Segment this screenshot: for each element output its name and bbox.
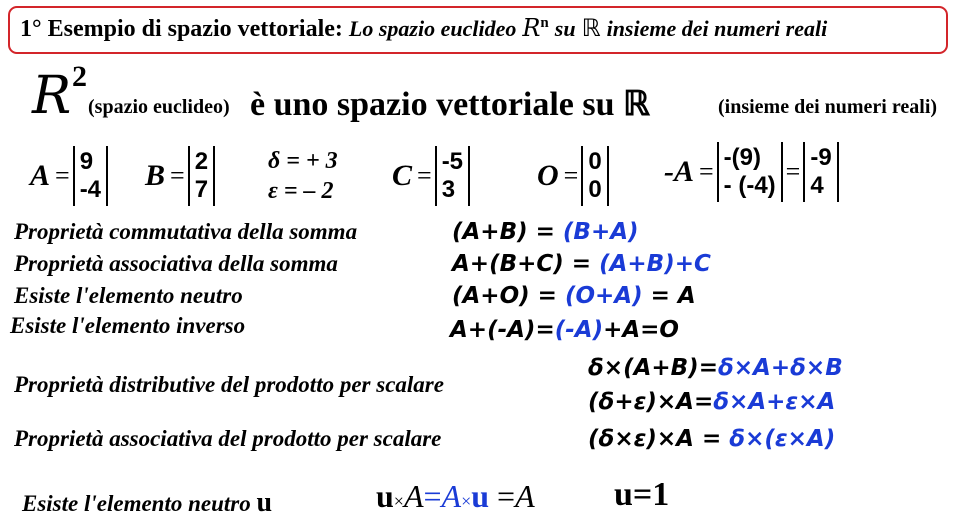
prop-neutro: Esiste l'elemento neutro <box>14 283 243 308</box>
vector-c: C = -5 3 <box>392 146 470 206</box>
prop-assoc-scalare: Proprietà associativa del prodotto per scalare <box>14 426 442 451</box>
eq-distributive-1: δ×(A+B)=δ×A+δ×B <box>588 355 843 381</box>
eq-associativa: A+(B+C) = (A+B)+C <box>452 251 711 277</box>
eq-commutativa: (A+B) = (B+A) <box>452 219 639 245</box>
heading-main: è uno spazio vettoriale su ℝ <box>250 86 650 123</box>
prop-commutativa: Proprietà commutativa della somma <box>14 219 358 244</box>
r2-exponent: 2 <box>72 60 87 93</box>
prop-inverso: Esiste l'elemento inverso <box>10 313 246 338</box>
page-title: 1° Esempio di spazio vettoriale: Lo spazio euclideo $R^n$ su ℝ insieme dei numeri reali <box>20 14 828 42</box>
prop-distributive: Proprietà distributive del prodotto per scalare <box>14 372 444 397</box>
scalar-epsilon: ε = – 2 <box>268 178 334 204</box>
vector-o: O = 0 0 <box>537 146 609 206</box>
eq-u-equals-1: u=1 <box>614 476 670 513</box>
eq-distributive-2: (δ+ε)×A=δ×A+ε×A <box>588 389 836 415</box>
r2-symbol: R <box>32 66 72 126</box>
prop-associativa: Proprietà associativa della somma <box>14 251 338 276</box>
heading-paren-reali: (insieme dei numeri reali) <box>718 96 938 118</box>
prop-neutro-u: Esiste l'elemento neutro u <box>22 487 273 518</box>
eq-inverso: A+(-A)=(-A)+A=O <box>450 317 679 343</box>
eq-neutro-u: u×A=A×u =A <box>376 478 535 514</box>
vector-a: A = 9 -4 <box>30 146 108 206</box>
scalar-delta: δ = + 3 <box>268 148 338 174</box>
heading-paren-euclideo: (spazio euclideo) <box>88 96 230 118</box>
vector-neg-a: -A = -(9) - (-4) = -9 4 <box>664 142 839 202</box>
eq-neutro: (A+O) = (O+A) = A <box>452 283 696 309</box>
eq-assoc-scalare: (δ×ε)×A = δ×(ε×A) <box>588 426 836 452</box>
vector-b: B = 2 7 <box>145 146 215 206</box>
scalars <box>268 146 338 206</box>
